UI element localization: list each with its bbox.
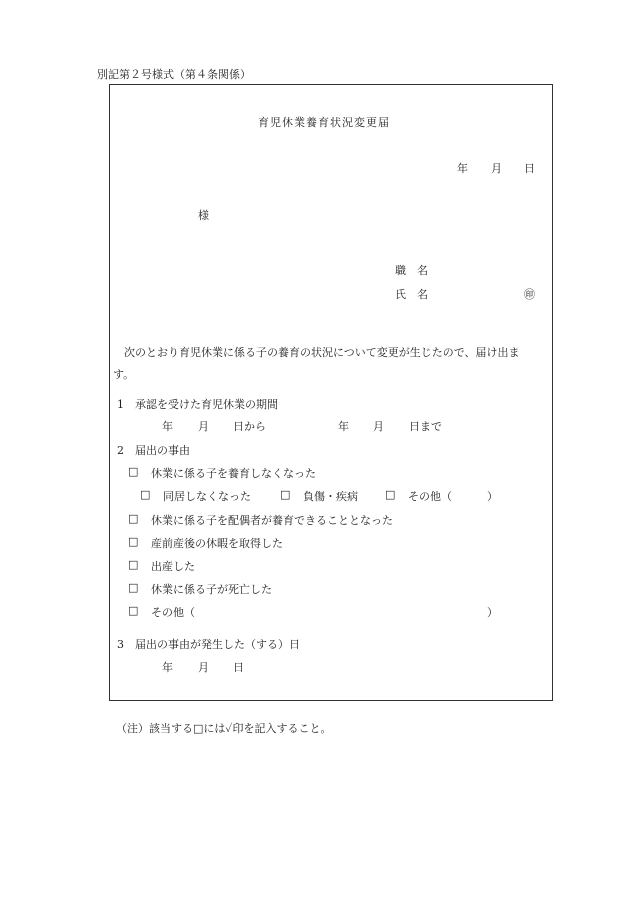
- event-year: 年: [162, 661, 173, 674]
- checkbox-not-raising[interactable]: □: [128, 465, 139, 478]
- date-day: 日: [524, 162, 535, 175]
- date-year: 年: [457, 162, 468, 175]
- seal-mark: ㊞: [524, 288, 535, 301]
- reason-injury-illness: 負傷・疾病: [303, 490, 358, 503]
- reason-sub-other-close: ）: [487, 490, 498, 503]
- reason-spouse-can-raise: 休業に係る子を配偶者が養育できることとなった: [151, 514, 393, 527]
- name-label: 氏 名: [395, 288, 428, 301]
- reason-other: その他（: [151, 606, 195, 619]
- section1-heading: 1 承認を受けた育児休業の期間: [117, 398, 278, 411]
- addressee-suffix: 様: [198, 209, 209, 222]
- intro-text-line2: す。: [113, 368, 135, 381]
- intro-text-line1: 次のとおり育児休業に係る子の養育の状況について変更が生じたので、届け出ま: [124, 346, 520, 359]
- checkbox-maternity-leave[interactable]: □: [128, 535, 139, 548]
- event-month: 月: [198, 661, 209, 674]
- checkbox-injury-illness[interactable]: □: [280, 488, 291, 501]
- reason-not-living-together: 同居しなくなった: [163, 490, 251, 503]
- checkbox-sub-other[interactable]: □: [385, 488, 396, 501]
- checkbox-spouse-can-raise[interactable]: □: [128, 512, 139, 525]
- checkbox-not-living-together[interactable]: □: [140, 488, 151, 501]
- section2-heading: 2 届出の事由: [117, 444, 190, 457]
- footnote: （注）該当する□には✓印を記入すること。: [116, 722, 332, 735]
- period-from-month: 月: [198, 420, 209, 433]
- reason-other-close: ）: [487, 606, 498, 619]
- reason-maternity-leave: 産前産後の休暇を取得した: [151, 537, 283, 550]
- period-from-day: 日から: [233, 420, 266, 433]
- checkbox-other[interactable]: □: [128, 604, 139, 617]
- form-title: 育児休業養育状況変更届: [258, 116, 390, 129]
- reason-childbirth: 出産した: [151, 560, 195, 573]
- event-day: 日: [233, 661, 244, 674]
- checkbox-child-died[interactable]: □: [128, 581, 139, 594]
- form-header-label: 別記第２号様式（第４条関係）: [97, 68, 251, 81]
- checkbox-childbirth[interactable]: □: [128, 558, 139, 571]
- date-month: 月: [491, 162, 502, 175]
- position-label: 職 名: [395, 264, 428, 277]
- section3-heading: 3 届出の事由が発生した（する）日: [117, 638, 300, 651]
- period-to-day: 日まで: [409, 420, 442, 433]
- period-from-year: 年: [162, 420, 173, 433]
- reason-not-raising: 休業に係る子を養育しなくなった: [151, 467, 316, 480]
- period-to-year: 年: [338, 420, 349, 433]
- reason-sub-other: その他（: [408, 490, 452, 503]
- period-to-month: 月: [373, 420, 384, 433]
- reason-child-died: 休業に係る子が死亡した: [151, 583, 272, 596]
